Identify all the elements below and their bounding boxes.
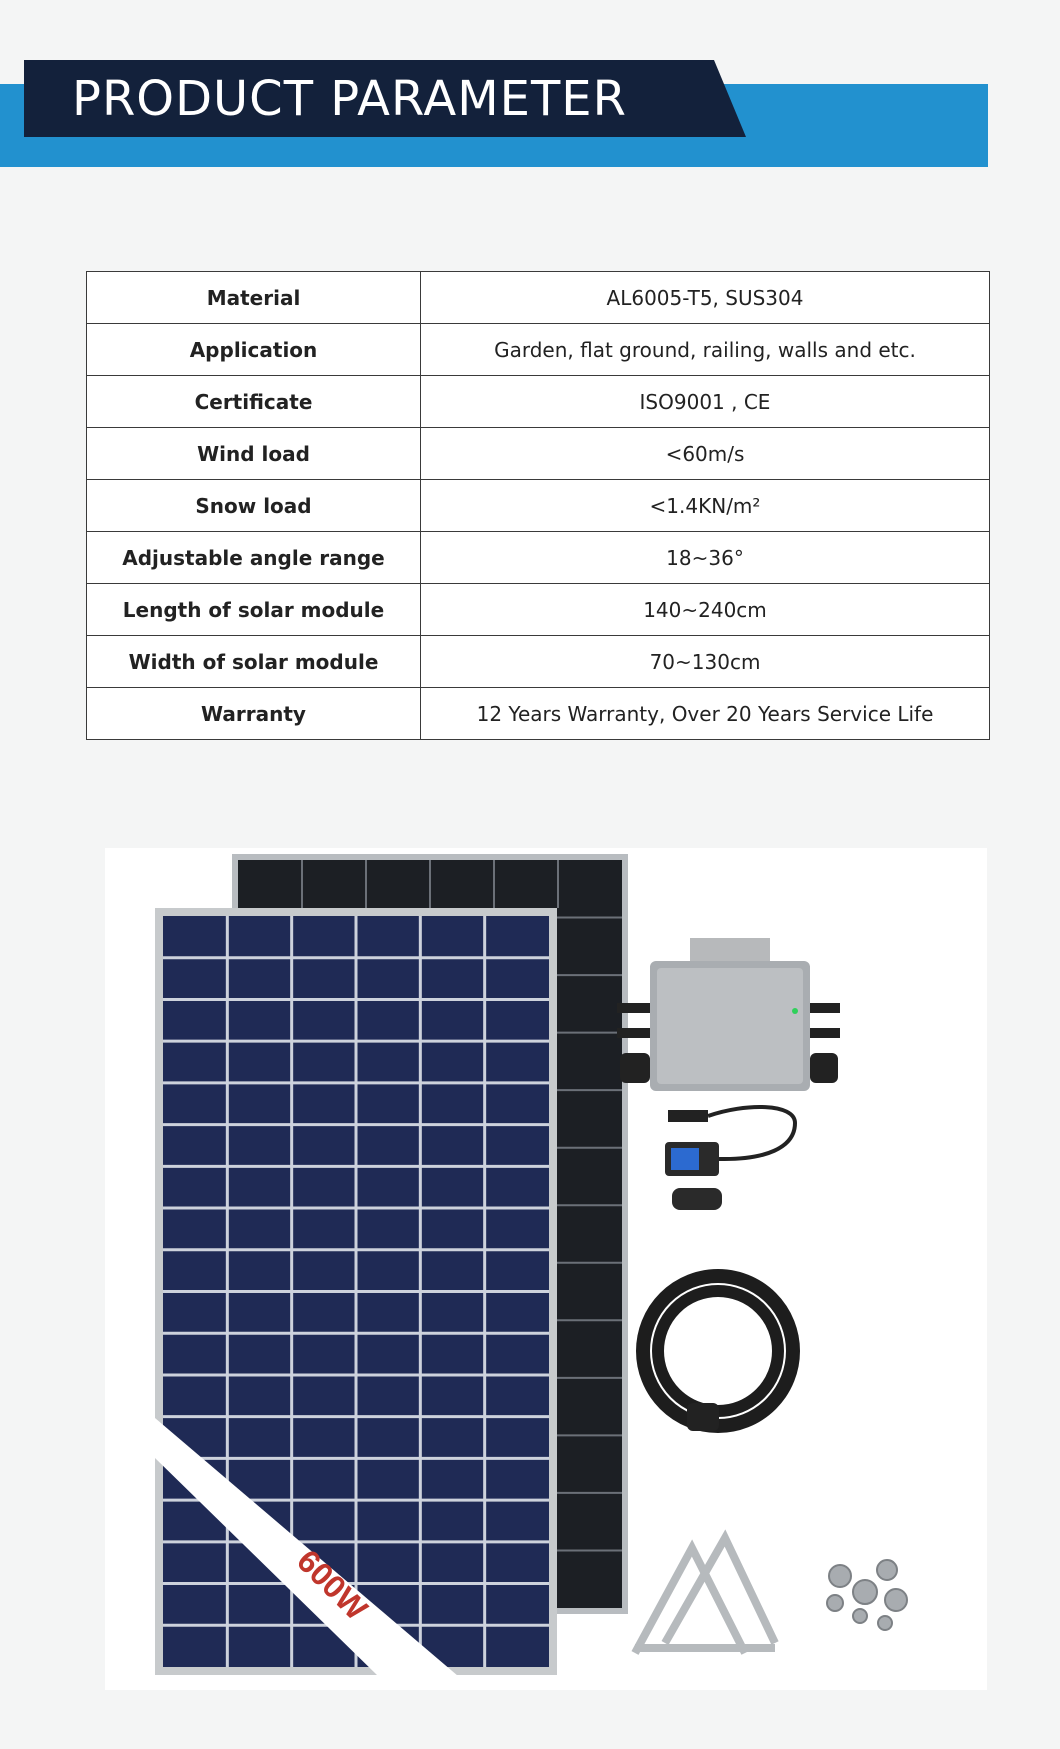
wattage-badge-label: 600W	[290, 1542, 375, 1628]
spec-key: Adjustable angle range	[87, 532, 421, 584]
power-meter	[665, 1107, 795, 1210]
spec-key: Warranty	[87, 688, 421, 740]
table-row	[87, 272, 990, 324]
spec-key: Application	[87, 324, 421, 376]
table-row	[87, 688, 990, 740]
table-row	[87, 532, 990, 584]
spec-value: Garden, flat ground, railing, walls and etc.	[421, 324, 990, 376]
table-row	[87, 480, 990, 532]
spec-table	[86, 271, 990, 740]
nuts-and-bolts	[827, 1560, 907, 1630]
table-row	[87, 324, 990, 376]
micro-inverter	[617, 938, 840, 1091]
table-row	[87, 428, 990, 480]
spec-key: Length of solar module	[87, 584, 421, 636]
spec-value: ISO9001 , CE	[421, 376, 990, 428]
spec-value: <1.4KN/m²	[421, 480, 990, 532]
table-row	[87, 584, 990, 636]
spec-value: 18~36°	[421, 532, 990, 584]
spec-value: <60m/s	[421, 428, 990, 480]
spec-value: 12 Years Warranty, Over 20 Years Service Life	[421, 688, 990, 740]
spec-value: 70~130cm	[421, 636, 990, 688]
page-title: PRODUCT PARAMETER	[72, 71, 627, 127]
spec-key: Material	[87, 272, 421, 324]
spec-key: Certificate	[87, 376, 421, 428]
table-row	[87, 636, 990, 688]
spec-key: Width of solar module	[87, 636, 421, 688]
spec-key: Snow load	[87, 480, 421, 532]
spec-value: AL6005-T5, SUS304	[421, 272, 990, 324]
spec-key: Wind load	[87, 428, 421, 480]
table-row	[87, 376, 990, 428]
solar-panel-front	[155, 908, 557, 1675]
product-image	[105, 848, 987, 1690]
ac-cable-coil	[643, 1276, 793, 1431]
spec-value: 140~240cm	[421, 584, 990, 636]
mounting-brackets	[635, 1538, 775, 1653]
